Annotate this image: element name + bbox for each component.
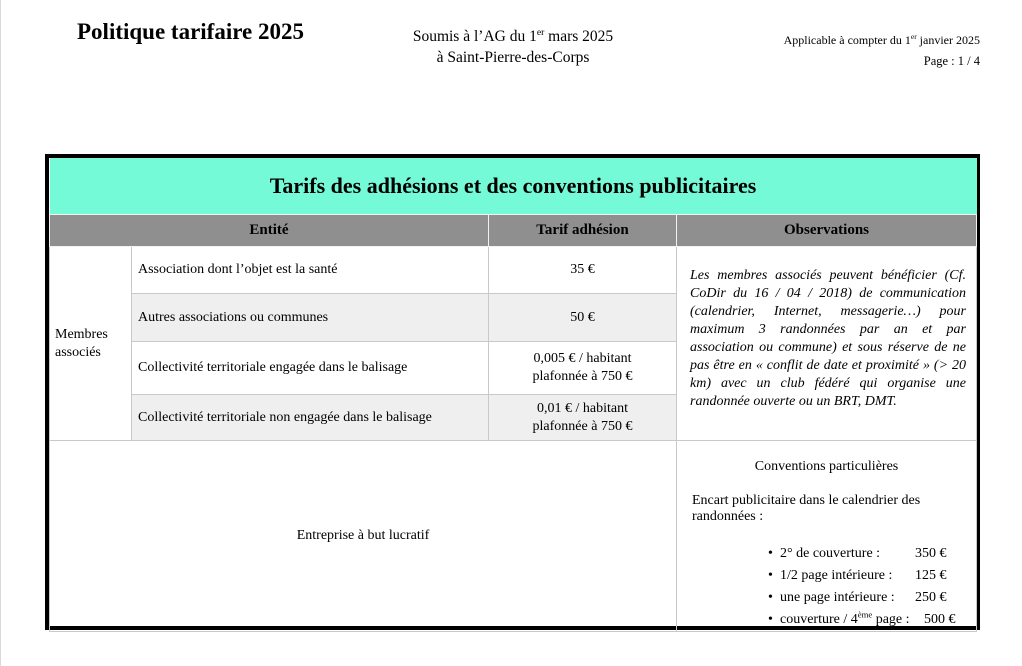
table-row-tarif: 50 € [489, 294, 677, 342]
page-left-border [0, 0, 1, 666]
submission-location: à Saint-Pierre-des-Corps [436, 49, 590, 66]
header-submission-info [378, 26, 648, 68]
applicable-date: Applicable à compter du 1er janvier 2025 [783, 32, 980, 47]
conventions-list [677, 543, 976, 631]
list-item: • 2° de couverture : 350 € [768, 546, 947, 561]
list-item: • une page intérieure : 250 € [768, 590, 947, 605]
submission-date: Soumis à l’AG du 1er mars 2025 [412, 26, 614, 45]
table-row-tarif: 35 € [489, 247, 677, 294]
table-row-tarif: 0,005 € / habitant plafonnée à 750 € [489, 342, 677, 395]
header-applicability [784, 30, 980, 72]
conventions-cell [677, 441, 977, 632]
page-number: Page : 1 / 4 [923, 54, 980, 68]
conventions-intro: Encart publicitaire dans le calendrier des randonnées : [692, 493, 921, 524]
tariff-table [45, 154, 980, 630]
column-header-observations: Observations [677, 215, 977, 247]
table-row-entity: Association dont l’objet est la santé [132, 247, 489, 294]
conventions-title: Conventions particulières [754, 459, 899, 474]
table-title: Tarifs des adhésions et des conventions publicitaires [50, 158, 977, 215]
document-title: Politique tarifaire 2025 [77, 19, 304, 44]
table-row-entity: Collectivité territoriale non engagée dans le balisage [132, 395, 489, 441]
column-header-entity: Entité [50, 215, 489, 247]
observations-text: Les membres associés peuvent bénéficier (Cf. CoDir du 16 / 04 / 2018) de communication (calendrier, Internet, messagerie…) pour maximum 3 randonnées par an et par association ou commune) et sous réserve de ne pas être en « conflit de date et proximité » (> 20 km) avec un club fédéré qui organise une randonnée ouverte ou un BRT, DMT. [677, 247, 977, 441]
list-item: • couverture / 4ème page : 500 € [768, 609, 956, 627]
entreprise-label: Entreprise à but lucratif [50, 441, 677, 632]
column-header-tarif: Tarif adhésion [489, 215, 677, 247]
members-group-label: Membres associés [50, 247, 132, 441]
table-row-entity: Collectivité territoriale engagée dans le balisage [132, 342, 489, 395]
list-item: • 1/2 page intérieure : 125 € [768, 568, 947, 583]
table-row-entity: Autres associations ou communes [132, 294, 489, 342]
table-row-tarif: 0,01 € / habitant plafonnée à 750 € [489, 395, 677, 441]
